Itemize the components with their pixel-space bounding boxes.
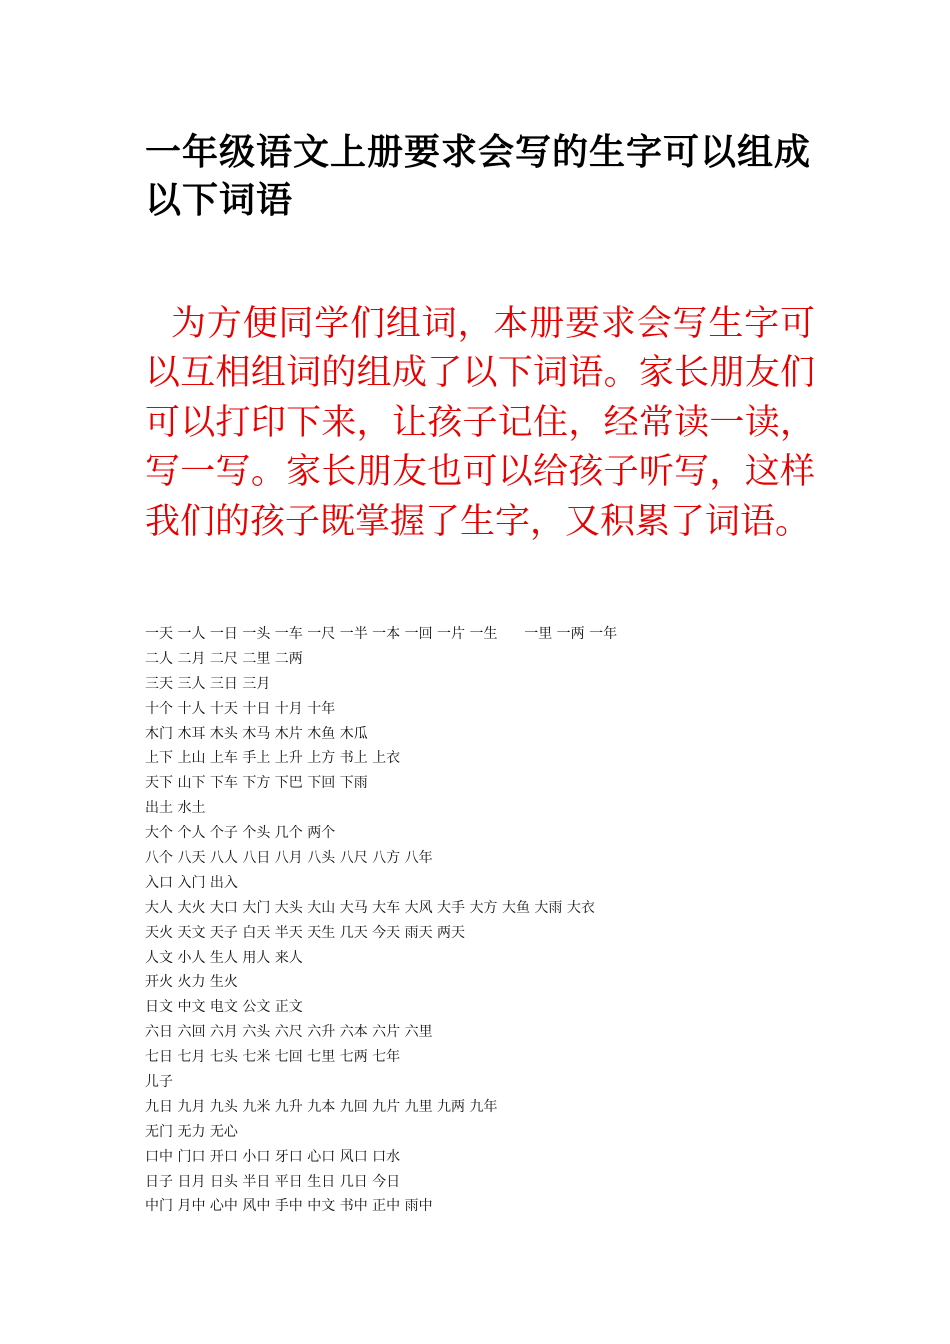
word-line: 口中 门口 开口 小口 牙口 心口 风口 口水 bbox=[145, 1148, 401, 1165]
word-list bbox=[145, 622, 805, 1219]
word-line: 六日 六回 六月 六头 六尺 六升 六本 六片 六里 bbox=[145, 1024, 433, 1041]
word-line: 大个 个人 个子 个头 几个 两个 bbox=[145, 825, 336, 842]
word-line: 日文 中文 电文 公文 正文 bbox=[145, 999, 303, 1016]
word-line: 二人 二月 二尺 二里 二两 bbox=[145, 650, 303, 667]
word-line: 入口 入门 出入 bbox=[145, 874, 238, 891]
intro-paragraph: 为方便同学们组词，本册要求会写生字可以互相组词的组成了以下词语。家长朋友们可以打印下来，让孩子记住，经常读一读，写一写。家长朋友也可以给孩子听写，这样我们的孩子既掌握了生字，又积累了词语。 bbox=[145, 304, 815, 542]
word-line: 七日 七月 七头 七米 七回 七里 七两 七年 bbox=[145, 1049, 401, 1066]
word-line: 儿子 bbox=[145, 1074, 173, 1091]
word-line: 天火 天文 天子 白天 半天 天生 几天 今天 雨天 两天 bbox=[145, 924, 466, 941]
word-line: 九日 九月 九头 九米 九升 九本 九回 九片 九里 九两 九年 bbox=[145, 1098, 498, 1115]
word-line: 人文 小人 生人 用人 来人 bbox=[145, 949, 303, 966]
word-line: 中门 月中 心中 风中 手中 中文 书中 正中 雨中 bbox=[145, 1198, 433, 1215]
word-line: 大人 大火 大口 大门 大头 大山 大马 大车 大风 大手 大方 大鱼 大雨 大衣 bbox=[145, 899, 595, 916]
word-line: 出土 水土 bbox=[145, 800, 206, 817]
word-line: 十个 十人 十天 十日 十月 十年 bbox=[145, 700, 336, 717]
word-line: 三天 三人 三日 三月 bbox=[145, 675, 271, 692]
word-line: 日子 日月 日头 半日 平日 生日 几日 今日 bbox=[145, 1173, 401, 1190]
word-line: 无门 无力 无心 bbox=[145, 1123, 238, 1140]
word-line: 一天 一人 一日 一头 一车 一尺 一半 一本 一回 一片 一生 一里 一两 一年 bbox=[145, 626, 618, 642]
word-line: 天下 山下 下车 下方 下巴 下回 下雨 bbox=[145, 775, 368, 792]
document-title: 一年级语文上册要求会写的生字可以组成以下词语 bbox=[145, 131, 812, 221]
word-line: 木门 木耳 木头 木马 木片 木鱼 木瓜 bbox=[145, 725, 368, 742]
word-line: 八个 八天 八人 八日 八月 八头 八尺 八方 八年 bbox=[145, 850, 433, 867]
word-line: 上下 上山 上车 手上 上升 上方 书上 上衣 bbox=[145, 750, 401, 767]
word-line: 开火 火力 生火 bbox=[145, 974, 238, 991]
